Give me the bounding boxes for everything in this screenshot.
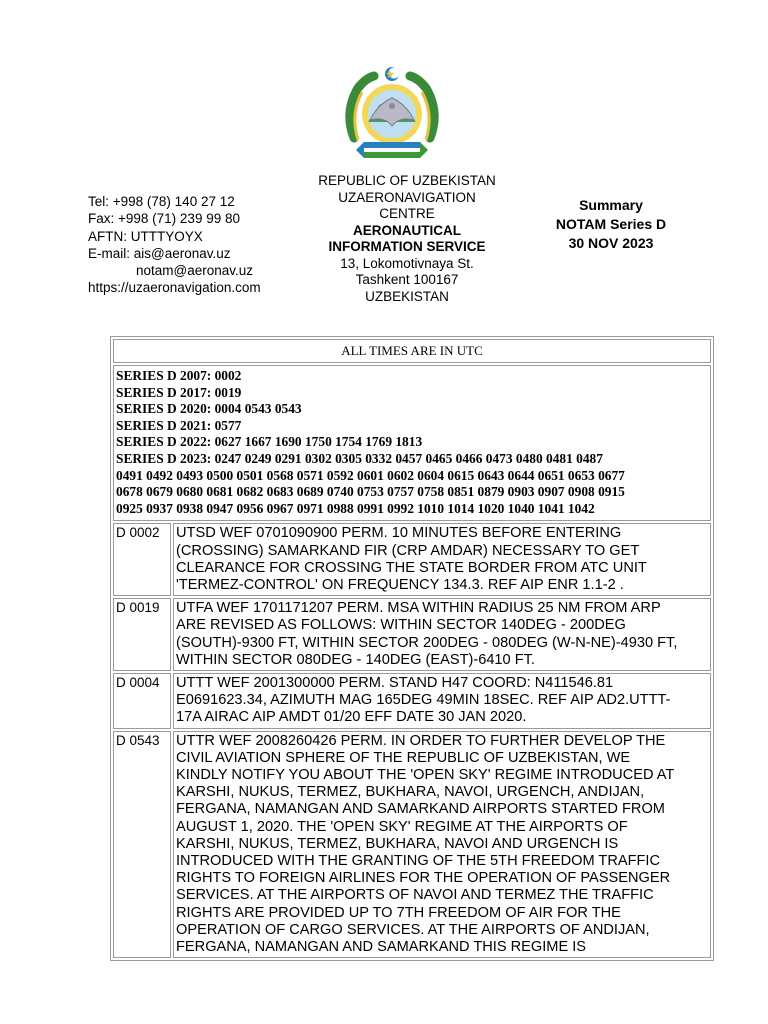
- notam-text-line: INTRODUCED WITH THE GRANTING OF THE 5TH FREEDOM TRAFFIC: [176, 853, 661, 869]
- aftn-address: AFTN: UTTTYOYX: [88, 228, 203, 244]
- notam-text-line: CLEARANCE FOR CROSSING THE STATE BORDER FROM ATC UNIT: [176, 559, 647, 576]
- notam-row: [113, 598, 711, 671]
- notam-text: [173, 523, 711, 596]
- notam-text-line: E0691623.34, AZIMUTH MAG 165DEG 49MIN 18SEC. REF AIP AD2.UTTT-: [176, 692, 671, 709]
- notam-id: D 0543: [113, 731, 171, 959]
- notam-text-line: CIVIL AVIATION SPHERE OF THE REPUBLIC OF UZBEKISTAN, WE: [176, 749, 631, 766]
- notam-text-line: RIGHTS TO FOREIGN AIRLINES FOR THE OPERATION OF PASSENGER: [176, 870, 671, 887]
- series-line: SERIES D 2022: 0627 1667 1690 1750 1754 1769 1813: [116, 434, 423, 450]
- utc-row: [113, 339, 711, 363]
- notam-text-line: 'TERMEZ-CONTROL' ON FREQUENCY 134.3. REF AIP ENR 1.1-2 .: [176, 576, 624, 593]
- notam-text-line: (CROSSING) SAMARKAND FIR (CRP AMDAR) NECESSARY TO GET: [176, 542, 640, 559]
- org-line: UZAERONAVIGATION: [338, 189, 476, 205]
- email-link[interactable]: E-mail: ais@aeronav.uz: [88, 245, 231, 261]
- notam-text-line: FERGANA, NAMANGAN AND SAMARKAND THIS REGIME IS: [176, 939, 587, 956]
- utc-note: ALL TIMES ARE IN UTC: [113, 339, 711, 363]
- notam-row: [113, 731, 711, 959]
- notam-text-line: UTTT WEF 2001300000 PERM. STAND H47 COORD: N411546.81: [176, 674, 614, 691]
- state-emblem-icon: [340, 64, 444, 168]
- summary-label: Summary: [579, 197, 643, 213]
- notam-text: [173, 598, 711, 671]
- phone-number: Tel: +998 (78) 140 27 12: [88, 194, 235, 209]
- series-list: [113, 365, 711, 521]
- notam-text-line: UTTR WEF 2008260426 PERM. IN ORDER TO FURTHER DEVELOP THE: [176, 732, 666, 749]
- fax-number: Fax: +998 (71) 239 99 80: [88, 211, 240, 227]
- notam-text-line: KINDLY NOTIFY YOU ABOUT THE 'OPEN SKY' REGIME INTRODUCED AT: [176, 766, 675, 783]
- org-service-title: AERONAUTICAL: [353, 222, 461, 238]
- series-line: SERIES D 2017: 0019: [116, 384, 242, 400]
- notam-text: [173, 731, 711, 959]
- notam-row: [113, 523, 711, 596]
- notam-text-line: FERGANA, NAMANGAN AND SAMARKAND AIRPORTS STARTED FROM: [176, 801, 665, 818]
- notam-text-line: OPERATION OF CARGO SERVICES. AT THE AIRPORTS OF ANDIJAN,: [176, 921, 650, 938]
- notam-id: D 0004: [113, 673, 171, 729]
- contact-block: [88, 193, 261, 297]
- notam-text-line: (SOUTH)-9300 FT, WITHIN SECTOR 200DEG - 080DEG (W-N-NE)-4930 FT,: [176, 634, 678, 651]
- notam-text-line: AUGUST 1, 2020. THE 'OPEN SKY' REGIME AT THE AIRPORTS OF: [176, 818, 628, 835]
- notam-text: [173, 673, 711, 729]
- notam-id: D 0002: [113, 523, 171, 596]
- org-line: CENTRE: [379, 206, 435, 221]
- org-address-country: UZBEKISTAN: [365, 288, 449, 304]
- notam-series-label: NOTAM Series D: [555, 216, 667, 232]
- summary-title-block: [536, 196, 686, 253]
- series-line: SERIES D 2021: 0577: [116, 417, 242, 433]
- series-line: 0491 0492 0493 0500 0501 0568 0571 0592 0601 0602 0604 0615 0643 0644 0651 0653 0677: [116, 467, 625, 483]
- email-link-secondary[interactable]: notam@aeronav.uz: [136, 263, 254, 279]
- website-link[interactable]: https://uzaeronavigation.com: [88, 280, 261, 296]
- notam-text-line: 17A AIRAC AIP AMDT 01/20 EFF DATE 30 JAN 2020.: [176, 709, 527, 726]
- notam-row: [113, 673, 711, 729]
- notam-text-line: WITHIN SECTOR 080DEG - 140DEG (EAST)-6410 FT.: [176, 651, 535, 668]
- series-line: SERIES D 2007: 0002: [116, 368, 242, 383]
- series-line: SERIES D 2020: 0004 0543 0543: [116, 401, 302, 417]
- series-line: 0678 0679 0680 0681 0682 0683 0689 0740 0753 0757 0758 0851 0879 0903 0907 0908 0915: [116, 484, 625, 500]
- notam-text-line: SERVICES. AT THE AIRPORTS OF NAVOI AND TERMEZ THE TRAFFIC: [176, 887, 654, 904]
- notam-text-line: KARSHI, NUKUS, TERMEZ, BUKHARA, NAVOI AND URGENCH IS: [176, 835, 619, 852]
- series-line: 0925 0937 0938 0947 0956 0967 0971 0988 0991 0992 1010 1014 1020 1040 1041 1042: [116, 500, 595, 516]
- org-address-street: 13, Lokomotivnaya St.: [340, 255, 474, 271]
- organization-block: [296, 173, 518, 305]
- series-line: SERIES D 2023: 0247 0249 0291 0302 0305 0332 0457 0465 0466 0473 0480 0481 0487: [116, 450, 603, 466]
- notam-text-line: ARE REVISED AS FOLLOWS: WITHIN SECTOR 140DEG - 200DEG: [176, 617, 626, 634]
- series-row: [113, 365, 711, 521]
- notam-text-line: UTFA WEF 1701171207 PERM. MSA WITHIN RADIUS 25 NM FROM ARP: [176, 600, 661, 617]
- notam-text-line: UTSD WEF 0701090900 PERM. 10 MINUTES BEFORE ENTERING: [176, 525, 622, 542]
- notam-table: [110, 336, 714, 961]
- org-address-city: Tashkent 100167: [355, 272, 459, 287]
- notam-id: D 0019: [113, 598, 171, 671]
- notam-text-line: KARSHI, NUKUS, TERMEZ, BUKHARA, NAVOI, URGENCH, ANDIJAN,: [176, 784, 645, 801]
- notam-text-line: RIGHTS ARE PROVIDED UP TO 7TH FREEDOM OF AIR FOR THE: [176, 904, 621, 921]
- org-line: REPUBLIC OF UZBEKISTAN: [318, 173, 496, 188]
- summary-date: 30 NOV 2023: [568, 235, 654, 251]
- org-service-title: INFORMATION SERVICE: [328, 239, 486, 254]
